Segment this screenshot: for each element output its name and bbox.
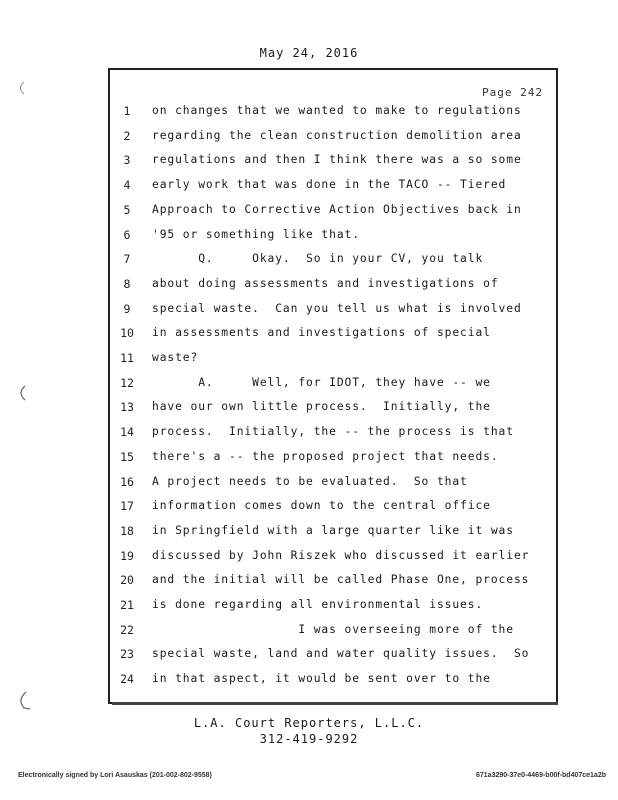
transcript-line [108,104,558,126]
line-number: 11 [120,351,134,365]
line-number: 24 [120,672,134,687]
line-number: 10 [120,326,134,341]
electronic-signature-note: Electronically signed by Lori Asauskas (201-002-802-9558) [18,772,212,779]
line-text: I was overseeing more of the [152,622,514,636]
transcript-line [108,400,558,422]
line-number: 9 [123,301,131,316]
page-number: Page 242 [482,86,543,99]
line-text: Q. Okay. So in your CV, you talk [152,252,484,266]
line-text: special waste. Can you tell us what is involved [152,301,522,315]
line-text: there's a -- the proposed project that needs. [152,449,499,463]
transcript-line [108,153,558,175]
line-text: in that aspect, it would be sent over to the [152,672,491,686]
line-text: discussed by John Riszek who discussed it earlier [152,548,530,562]
line-text: early work that was done in the TACO -- Tiered [152,178,507,192]
transcript-line [108,302,558,324]
transcript-line [108,376,558,398]
line-text: on changes that we wanted to make to regulations [152,104,522,117]
line-number: 20 [120,573,134,588]
line-number: 2 [123,128,131,143]
transcript-line [108,129,558,151]
line-number: 4 [123,178,131,193]
line-number: 6 [123,227,131,242]
line-number: 1 [123,104,131,118]
line-number: 14 [120,425,134,440]
transcript-line [108,450,558,472]
binder-hole-mark-middle [14,384,28,402]
line-number: 3 [123,153,131,168]
transcript-line [108,647,558,669]
transcript-line [108,524,558,546]
transcript-line [108,623,558,645]
line-text: is done regarding all environmental issues. [152,598,484,611]
line-text: and the initial will be called Phase One, process [152,573,530,587]
transcript-line [108,573,558,595]
line-text: '95 or something like that. [152,227,360,241]
court-reporter-phone: 312-419-9292 [259,732,359,746]
line-number: 13 [120,400,134,415]
line-number: 15 [120,449,134,464]
transcript-line [108,598,558,620]
line-number: 17 [120,499,134,514]
line-number: 23 [120,647,134,662]
transcript-line [108,475,558,497]
line-text: special waste, land and water quality issues. So [152,647,530,661]
line-text: A. Well, for IDOT, they have -- we [152,375,491,389]
transcript-line [108,672,558,694]
line-text: regulations and then I think there was a so some [152,153,522,167]
binder-hole-mark-bottom [14,690,32,712]
line-text: regarding the clean construction demolition area [152,128,522,142]
line-number: 22 [120,622,134,637]
page-frame-shadow [112,702,558,705]
deposition-date: May 24, 2016 [259,46,359,60]
line-number: 18 [120,523,134,538]
line-text: waste? [152,351,199,364]
line-text: A project needs to be evaluated. So that [152,474,468,488]
line-text: have our own little process. Initially, the [152,400,491,414]
line-number: 19 [120,548,134,563]
line-number: 16 [120,474,134,489]
line-number: 8 [123,276,131,291]
transcript-line [108,252,558,274]
transcript-line [108,228,558,250]
transcript-line [108,178,558,200]
court-reporter-name: L.A. Court Reporters, L.L.C. [193,716,425,730]
transcript-line [108,326,558,348]
line-text: information comes down to the central office [152,499,491,513]
line-text: in assessments and investigations of special [152,326,491,340]
line-text: about doing assessments and investigations of [152,276,499,290]
transcript-line [108,351,558,373]
line-number: 21 [120,598,134,612]
line-number: 12 [120,375,134,390]
transcript-line [108,203,558,225]
line-number: 5 [123,202,131,217]
binder-hole-mark-top [14,80,28,96]
line-text: Approach to Corrective Action Objectives back in [152,202,522,216]
transcript-line [108,425,558,447]
document-id: 671a3290-37e0-4469-b00f-bd407ce1a2b [476,772,606,779]
line-text: in Springfield with a large quarter like it was [152,523,514,537]
transcript-line [108,549,558,571]
transcript-line [108,499,558,521]
line-text: process. Initially, the -- the process is that [152,425,514,439]
line-number: 7 [123,252,131,267]
transcript-line [108,277,558,299]
